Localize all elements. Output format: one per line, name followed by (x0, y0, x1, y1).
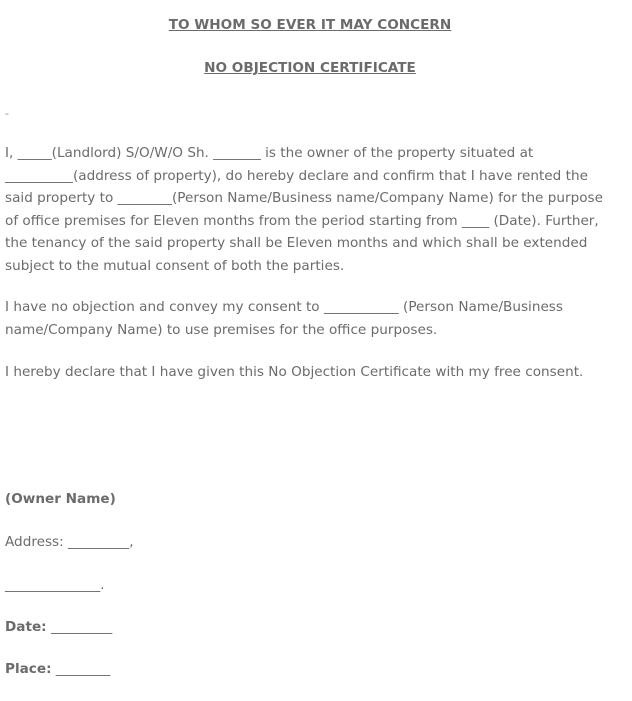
consent-paragraph: I have no objection and convey my consent to ___________ (Person Name/Business name/Company Name) to use premises for the office purposes. (5, 299, 563, 338)
date-blank: _________ (46, 619, 113, 635)
document-title: TO WHOM SO EVER IT MAY CONCERN (168, 17, 452, 33)
date-line (5, 617, 112, 637)
address-line-2: ______________. (5, 577, 105, 593)
document-subtitle: NO OBJECTION CERTIFICATE (204, 60, 416, 76)
place-line (5, 659, 110, 679)
place-blank: ________ (51, 661, 111, 677)
free-consent-paragraph: I hereby declare that I have given this No Objection Certificate with my free consent. (5, 364, 584, 380)
dash-mark: - (5, 107, 9, 120)
address-line: Address: _________, (5, 534, 134, 550)
place-label: Place: (5, 661, 52, 677)
date-label: Date: (5, 619, 47, 635)
owner-name-label: (Owner Name) (5, 491, 116, 507)
declaration-paragraph: I, _____(Landlord) S/O/W/O Sh. _______ is the owner of the property situated at __________(address of property), do hereby declare and confirm that I have rented the said property to ________(Person Name/Business name/Company Name) for the purpose of office premises for Eleven months from the period starting from ____ (Date). Further, the tenancy of the said property shall be Eleven months and which shall be extended subject to the mutual consent of both the parties. (5, 145, 603, 274)
